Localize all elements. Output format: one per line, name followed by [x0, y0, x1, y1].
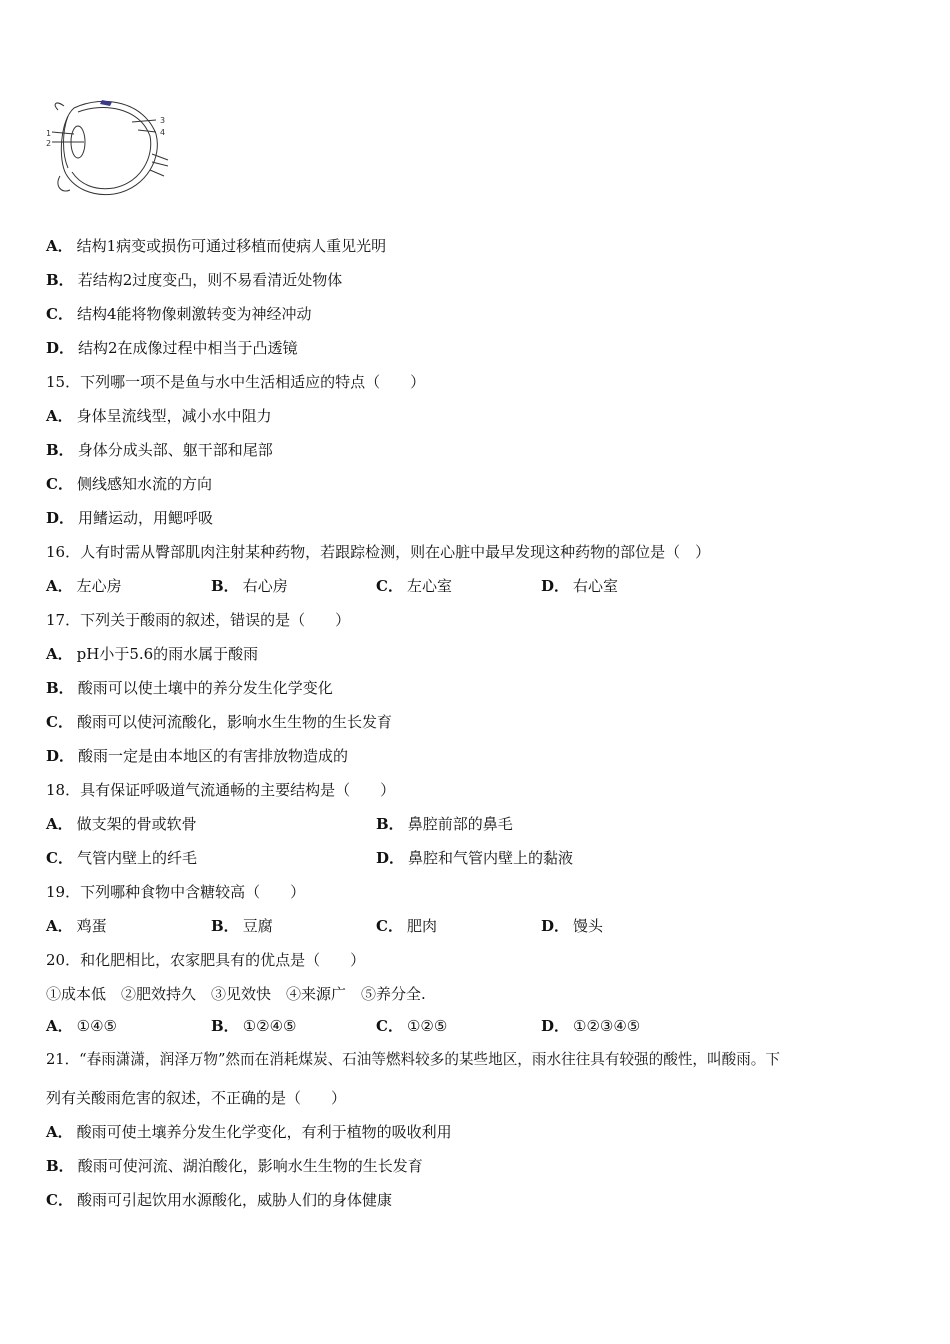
q18-option-c: C． 气管内壁上的纤毛 — [46, 849, 197, 867]
q20-stem: 20．和化肥相比，农家肥具有的优点是（ ） — [46, 951, 366, 969]
q21-option-c: C． 酸雨可引起饮用水源酸化，威胁人们的身体健康 — [46, 1191, 392, 1209]
q16-option-c: C． 左心室 — [376, 577, 452, 595]
q19-option-d: D． 馒头 — [541, 917, 604, 935]
q16-option-d: D． 右心室 — [541, 577, 619, 595]
q21-option-a: A． 酸雨可使土壤养分发生化学变化，有利于植物的吸收利用 — [46, 1123, 452, 1141]
q15-option-a: A． 身体呈流线型，减小水中阻力 — [46, 407, 272, 425]
q21-option-b: B． 酸雨可使河流、湖泊酸化，影响水生生物的生长发育 — [46, 1157, 423, 1175]
q17-option-b: B． 酸雨可以使土壤中的养分发生化学变化 — [46, 679, 333, 697]
q19-option-b: B． 豆腐 — [211, 917, 273, 935]
figure-label-2: 2 — [46, 139, 52, 148]
figure-label-4: 4 — [160, 128, 166, 137]
q19-option-a: A． 鸡蛋 — [46, 917, 107, 935]
q17-stem: 17．下列关于酸雨的叙述，错误的是（ ） — [46, 611, 351, 629]
q14-option-b: B． 若结构2过度变凸，则不易看清近处物体 — [46, 271, 343, 289]
q14-option-d: D． 结构2在成像过程中相当于凸透镜 — [46, 339, 298, 357]
eye-diagram — [44, 96, 174, 200]
q14-option-c: C． 结构4能将物像刺激转变为神经冲动 — [46, 305, 312, 323]
q15-option-c: C． 侧线感知水流的方向 — [46, 475, 212, 493]
q19-stem: 19．下列哪种食物中含糖较高（ ） — [46, 883, 306, 901]
q17-option-d: D． 酸雨一定是由本地区的有害排放物造成的 — [46, 747, 349, 765]
q20-option-d: D． ①②③④⑤ — [541, 1017, 641, 1035]
q17-option-a: A． pH小于5.6的雨水属于酸雨 — [46, 645, 259, 663]
q21-stem-line2: 列有关酸雨危害的叙述，不正确的是（ ） — [46, 1089, 347, 1107]
q20-items: ①成本低 ②肥效持久 ③见效快 ④来源广 ⑤养分全. — [46, 985, 426, 1003]
q18-stem: 18．具有保证呼吸道气流通畅的主要结构是（ ） — [46, 781, 396, 799]
q18-option-d: D． 鼻腔和气管内壁上的黏液 — [376, 849, 574, 867]
q21-stem-line1: 21．“春雨潇潇，润泽万物”然而在消耗煤炭、石油等燃料较多的某些地区，雨水往往具有较强的酸性，叫酸雨。下 — [46, 1051, 780, 1068]
q16-stem: 16．人有时需从臀部肌肉注射某种药物，若跟踪检测，则在心脏中最早发现这种药物的部位是（ ） — [46, 543, 711, 561]
q20-option-b: B． ①②④⑤ — [211, 1017, 297, 1035]
q20-option-a: A． ①④⑤ — [46, 1017, 117, 1035]
q16-option-b: B． 右心房 — [211, 577, 288, 595]
q17-option-c: C． 酸雨可以使河流酸化，影响水生生物的生长发育 — [46, 713, 392, 731]
q15-option-b: B． 身体分成头部、躯干部和尾部 — [46, 441, 273, 459]
q20-option-c: C． ①②⑤ — [376, 1017, 448, 1035]
q16-option-a: A． 左心房 — [46, 577, 122, 595]
figure-label-1: 1 — [46, 129, 52, 138]
q18-option-a: A． 做支架的骨或软骨 — [46, 815, 197, 833]
q18-option-b: B． 鼻腔前部的鼻毛 — [376, 815, 513, 833]
figure-label-3: 3 — [160, 116, 166, 125]
q15-stem: 15．下列哪一项不是鱼与水中生活相适应的特点（ ） — [46, 373, 426, 391]
q19-option-c: C． 肥肉 — [376, 917, 437, 935]
q14-option-a: A． 结构1病变或损伤可通过移植而使病人重见光明 — [46, 237, 387, 255]
q15-option-d: D． 用鳍运动，用鳃呼吸 — [46, 509, 214, 527]
